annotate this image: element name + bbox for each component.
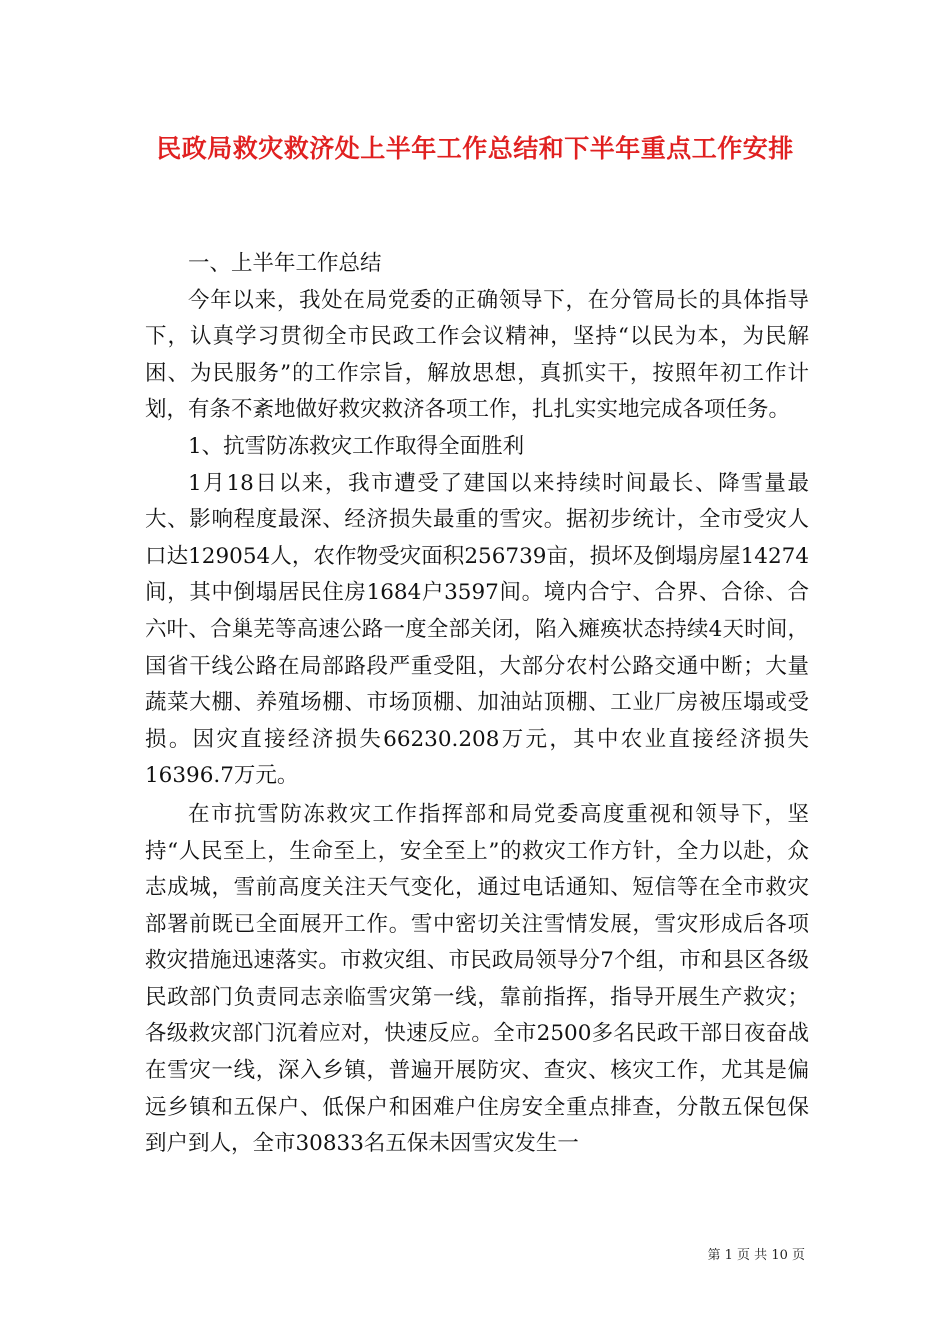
document-body	[145, 246, 809, 1163]
paragraph: 今年以来，我处在局党委的正确领导下，在分管局长的具体指导下，认真学习贯彻全市民政工作会议精神，坚持“以民为本，为民解困、为民服务”的工作宗旨，解放思想，真抓实干，按照年初工作计划，有条不紊地做好救灾救济各项工作，扎扎实实地完成各项任务。	[145, 287, 809, 423]
page-number: 第 1 页 共 10 页	[707, 1248, 805, 1263]
paragraph: 在市抗雪防冻救灾工作指挥部和局党委高度重视和领导下，坚持“人民至上，生命至上，安全至上”的救灾工作方针，全力以赴，众志成城，雪前高度关注天气变化，通过电话通知、短信等在全市救灾部署前既已全面展开工作。雪中密切关注雪情发展，雪灾形成后各项救灾措施迅速落实。市救灾组、市民政局领导分7个组，市和县区各级民政部门负责同志亲临雪灾第一线，靠前指挥，指导开展生产救灾；各级救灾部门沉着应对，快速反应。全市2500多名民政干部日夜奋战在雪灾一线，深入乡镇，普遍开展防灾、查灾、核灾工作，尤其是偏远乡镇和五保户、低保户和困难户住房安全重点排查，分散五保包保到户到人，全市30833名五保未因雪灾发生一	[145, 801, 809, 1157]
document-title: 民政局救灾救济处上半年工作总结和下半年重点工作安排	[156, 134, 794, 163]
subsection-heading: 1、抗雪防冻救灾工作取得全面胜利	[188, 433, 525, 459]
paragraph: 1月18日以来，我市遭受了建国以来持续时间最长、降雪量最大、影响程度最深、经济损失最重的雪灾。据初步统计，全市受灾人口达129054人，农作物受灾面积256739亩，损坏及倒塌房屋14274间，其中倒塌居民住房1684户3597间。境内合宁、合界、合徐、合六叶、合巢芜等高速公路一度全部关闭，陷入瘫痪状态持续4天时间，国省干线公路在局部路段严重受阻，大部分农村公路交通中断；大量蔬菜大棚、养殖场棚、市场顶棚、加油站顶棚、工业厂房被压塌或受损。因灾直接经济损失66230.208万元，其中农业直接经济损失16396.7万元。	[145, 470, 809, 789]
section-heading: 一、上半年工作总结	[188, 251, 382, 276]
